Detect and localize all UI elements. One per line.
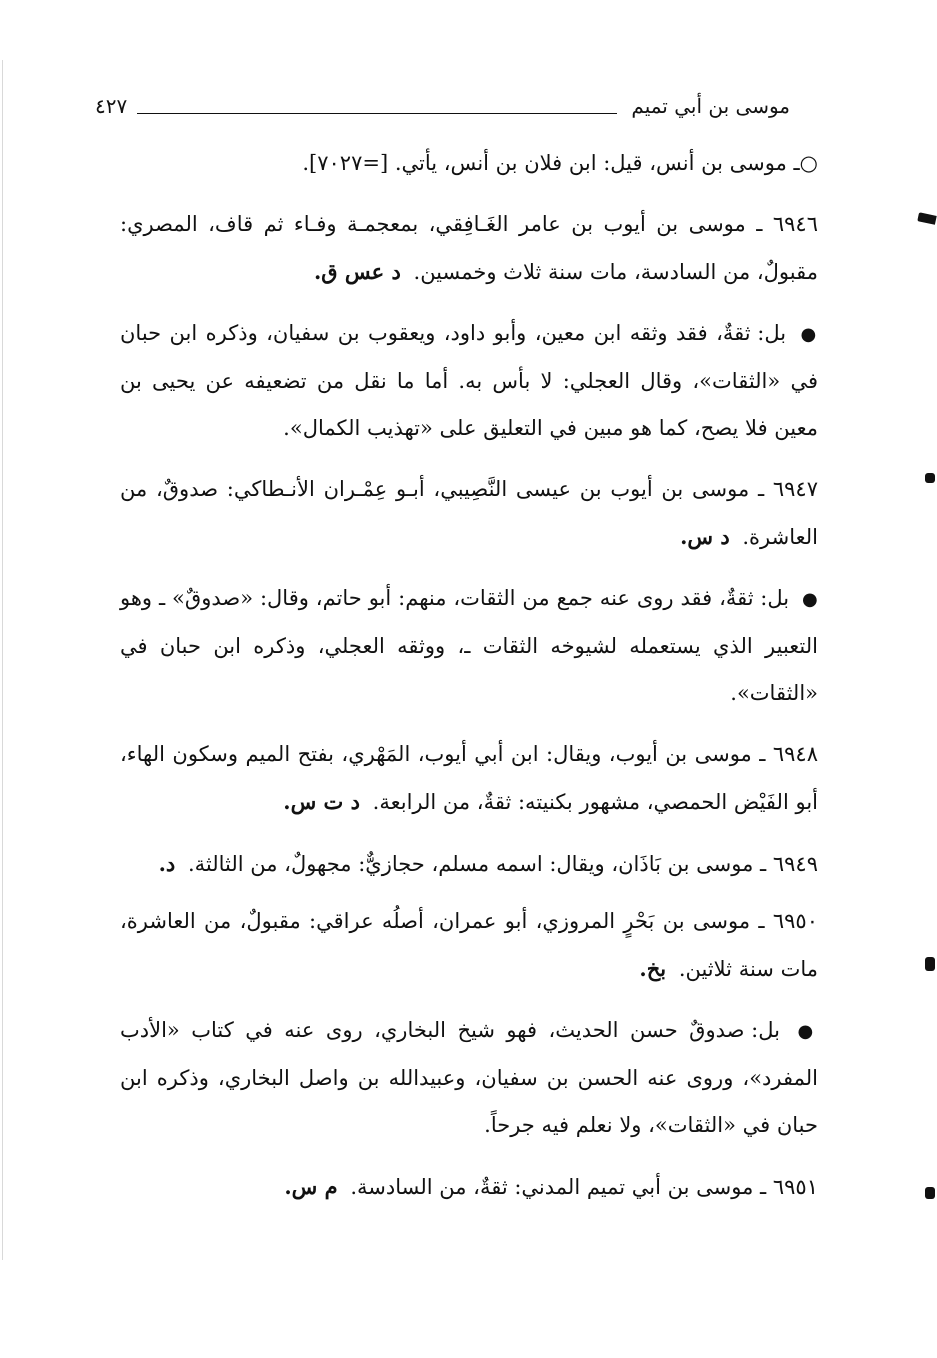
margin-mark [917, 212, 936, 225]
source-code: بخ. [639, 956, 667, 981]
entry-6946 [120, 201, 818, 296]
entry-text: ٦٩٥١ ـ موسى بن أبي تميم المدني: ثقةٌ، من السادسة. [350, 1175, 818, 1199]
entry-text: ٦٩٤٨ ـ موسى بن أيوب، ويقال: ابن أبي أيوب، المَهْري، بفتح الميم وسكون الهاء، أبو الفَيْض الحمصي، مشهور بكنيته: ثقةٌ، من الرابعة. [120, 742, 818, 814]
entry-6948 [120, 731, 818, 826]
entry-text: ٦٩٤٩ ـ موسى بن بَاذَان، ويقال: اسمه مسلم، حجازيٌّ: مجهولٌ، من الثالثة. [187, 852, 818, 876]
commentary-6950 [120, 1007, 818, 1149]
bullet-icon: ● [802, 589, 818, 610]
page-number: ٤٢٧ [95, 94, 128, 118]
entry-text: ٦٩٤٦ ـ موسى بن أيوب بن عامر الغَـافِقي، بمعجمـة وفـاء ثم قاف، المصري: مقبولٌ، من السادسة، مات سنة ثلاث وخمسين. [120, 212, 818, 284]
scan-edge-line [2, 60, 3, 1260]
bullet-icon: ● [800, 324, 818, 345]
source-code: د ت س. [283, 789, 360, 814]
page-body [120, 140, 818, 1225]
source-code: د س. [680, 524, 730, 549]
bullet-icon: ● [797, 1021, 818, 1042]
margin-mark [925, 957, 935, 971]
entry-6951 [120, 1163, 818, 1211]
entry-6947 [120, 466, 818, 561]
entry-6949 [120, 840, 818, 888]
entry-cross-reference [120, 140, 818, 187]
margin-mark [925, 473, 935, 483]
entry-text: ٦٩٤٧ ـ موسى بن أيوب بن عيسى النَّصِيبي، أبـو عِمْـران الأنـطاكي: صدوقٌ، من العاشرة. [120, 477, 818, 549]
header-rule [137, 113, 617, 114]
source-code: د عس ق. [313, 259, 401, 284]
commentary-text: بل: ثقةٌ، فقد وثقه ابن معين، وأبو داود، ويعقوب بن سفيان، وذكره ابن حبان في «الثقات»، وقال العجلي: لا بأس به. أما ما نقل من تضعيفه عن يحيى بن معين فلا يصح، كما هو مبين في التعليق على «تهذيب الكمال». [120, 321, 818, 440]
entry-text: ○ـ موسى بن أنس، قيل: ابن فلان بن أنس، يأتي. [=٧٠٢٧]. [302, 151, 818, 175]
commentary-text: بل: صدوقٌ حسن الحديث، فهو شيخ البخاري، روى عنه في كتاب «الأدب المفرد»، وروى عنه الحسن بن سفيان، وعبيدالله بن واصل البخاري، وذكره ابن حبان في «الثقات»، ولا نعلم فيه جرحاً. [120, 1018, 818, 1137]
entry-6950 [120, 898, 818, 993]
commentary-6947 [120, 575, 818, 717]
source-code: م س. [284, 1174, 338, 1199]
source-code: د. [158, 851, 176, 876]
entry-text: ٦٩٥٠ ـ موسى بن بَحْرٍ المروزي، أبو عمران، أصلُه عراقي: مقبولٌ، من العاشرة، مات سنة ثلاثين. [120, 909, 818, 981]
running-title: موسى بن أبي تميم [631, 94, 790, 118]
commentary-text: بل: ثقةٌ، فقد روى عنه جمع من الثقات، منهم: أبو حاتم، وقال: «صدوقٌ» ـ وهو التعبير الذي يستعمله لشيوخه الثقات ـ، ووثقه العجلي، وذكره ابن حبان في «الثقات». [120, 586, 818, 705]
margin-mark [925, 1187, 935, 1199]
page-header [95, 92, 790, 122]
commentary-6946 [120, 310, 818, 452]
